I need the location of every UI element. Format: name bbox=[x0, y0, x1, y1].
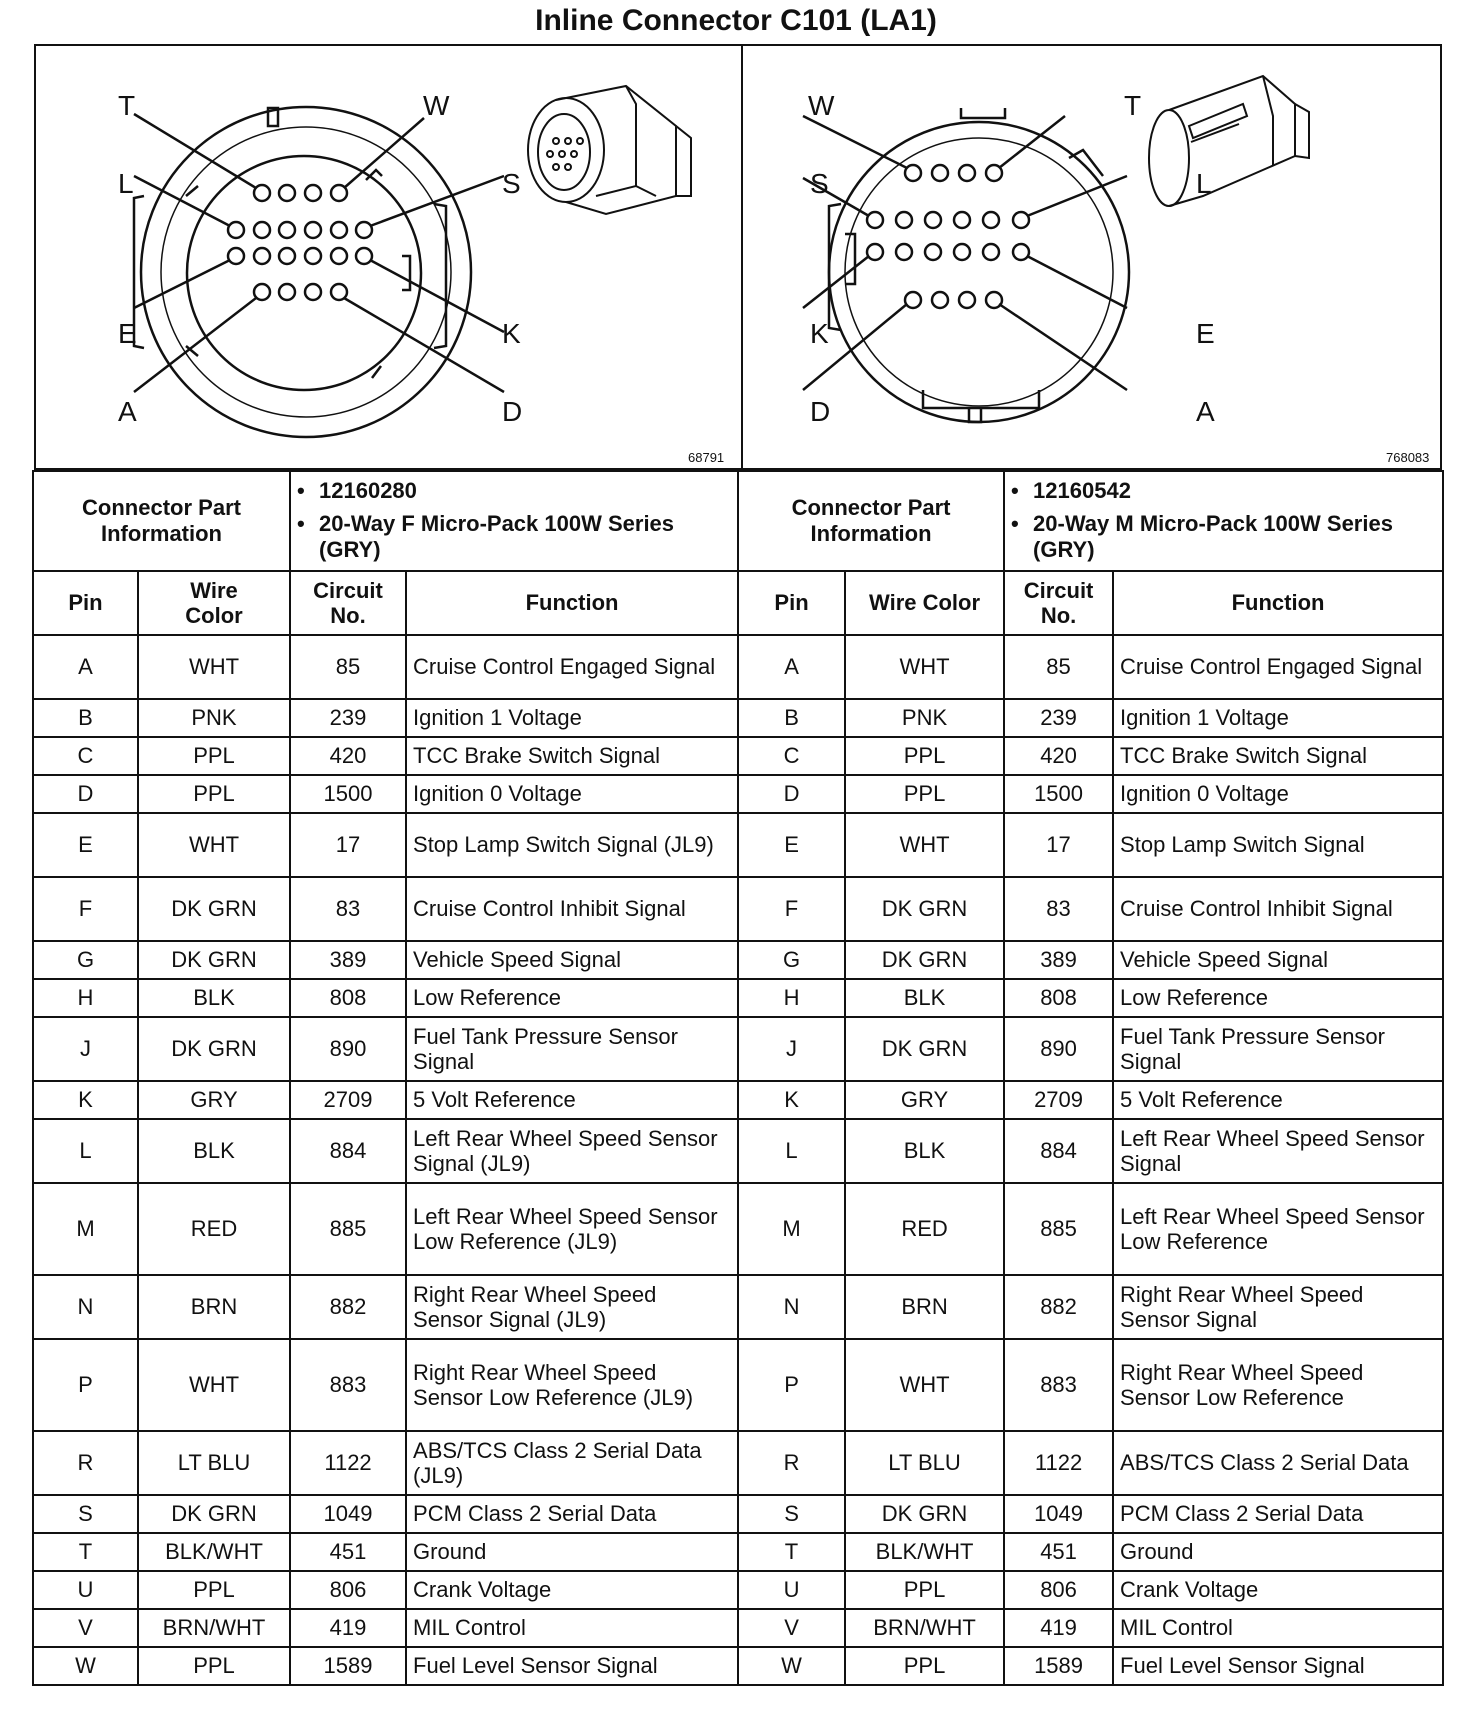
table-row bbox=[33, 775, 1443, 813]
function-cell: Fuel Level Sensor Signal bbox=[406, 1647, 738, 1685]
circuit-cell: 808 bbox=[290, 979, 406, 1017]
pin-cell-right: F bbox=[738, 877, 845, 941]
pin-cell: S bbox=[33, 1495, 138, 1533]
pin-cell-right: G bbox=[738, 941, 845, 979]
function-cell-right: Cruise Control Engaged Signal bbox=[1113, 635, 1443, 699]
pin-cell: E bbox=[33, 813, 138, 877]
table-row bbox=[33, 1495, 1443, 1533]
table-row bbox=[33, 877, 1443, 941]
circuit-cell: 806 bbox=[290, 1571, 406, 1609]
pin-cell-right: P bbox=[738, 1339, 845, 1431]
circuit-cell: 389 bbox=[290, 941, 406, 979]
function-cell: Right Rear Wheel Speed Sensor Signal (JL9) bbox=[406, 1275, 738, 1339]
col-header-pin-right: Pin bbox=[738, 571, 845, 635]
function-cell-right: MIL Control bbox=[1113, 1609, 1443, 1647]
right-label-S: S bbox=[810, 168, 829, 199]
wire-color-cell: PPL bbox=[138, 1647, 290, 1685]
circuit-cell: 1589 bbox=[290, 1647, 406, 1685]
function-cell: Stop Lamp Switch Signal (JL9) bbox=[406, 813, 738, 877]
wire-color-cell: GRY bbox=[138, 1081, 290, 1119]
function-cell-right: TCC Brake Switch Signal bbox=[1113, 737, 1443, 775]
function-cell: Ground bbox=[406, 1533, 738, 1571]
table-row bbox=[33, 1183, 1443, 1275]
left-part-description: 20-Way F Micro-Pack 100W Series (GRY) bbox=[319, 510, 675, 563]
table-row bbox=[33, 1275, 1443, 1339]
wire-color-cell: BRN/WHT bbox=[138, 1609, 290, 1647]
wire-color-cell-right: DK GRN bbox=[845, 1017, 1004, 1081]
pin-cell-right: U bbox=[738, 1571, 845, 1609]
circuit-cell: 419 bbox=[290, 1609, 406, 1647]
left-label-T: T bbox=[118, 90, 136, 121]
pin-cell-right: R bbox=[738, 1431, 845, 1495]
pin-cell: C bbox=[33, 737, 138, 775]
left-label-L: L bbox=[118, 168, 134, 199]
circuit-cell-right: 420 bbox=[1004, 737, 1113, 775]
wire-color-cell-right: PPL bbox=[845, 737, 1004, 775]
function-cell: TCC Brake Switch Signal bbox=[406, 737, 738, 775]
function-cell-right: Right Rear Wheel Speed Sensor Signal bbox=[1113, 1275, 1443, 1339]
wire-color-cell: WHT bbox=[138, 1339, 290, 1431]
pin-cell: T bbox=[33, 1533, 138, 1571]
circuit-cell-right: 882 bbox=[1004, 1275, 1113, 1339]
left-label-W: W bbox=[423, 90, 450, 121]
pin-cell: W bbox=[33, 1647, 138, 1685]
pin-cell: U bbox=[33, 1571, 138, 1609]
circuit-cell-right: 1122 bbox=[1004, 1431, 1113, 1495]
table-row bbox=[33, 699, 1443, 737]
pin-cell: G bbox=[33, 941, 138, 979]
pin-cell-right: N bbox=[738, 1275, 845, 1339]
circuit-cell-right: 419 bbox=[1004, 1609, 1113, 1647]
table-row bbox=[33, 1609, 1443, 1647]
right-figure-number: 768083 bbox=[1386, 450, 1430, 465]
function-cell: Cruise Control Inhibit Signal bbox=[406, 877, 738, 941]
function-cell-right: Ignition 1 Voltage bbox=[1113, 699, 1443, 737]
col-header-pin: Pin bbox=[33, 571, 138, 635]
wire-color-cell-right: WHT bbox=[845, 813, 1004, 877]
circuit-cell-right: 885 bbox=[1004, 1183, 1113, 1275]
wire-color-cell: BLK bbox=[138, 979, 290, 1017]
wire-color-cell: DK GRN bbox=[138, 941, 290, 979]
circuit-cell-right: 884 bbox=[1004, 1119, 1113, 1183]
pin-cell: R bbox=[33, 1431, 138, 1495]
wire-color-cell-right: BRN bbox=[845, 1275, 1004, 1339]
pin-cell-right: B bbox=[738, 699, 845, 737]
circuit-cell-right: 85 bbox=[1004, 635, 1113, 699]
circuit-cell: 85 bbox=[290, 635, 406, 699]
function-cell-right: Stop Lamp Switch Signal bbox=[1113, 813, 1443, 877]
left-label-S: S bbox=[502, 168, 521, 199]
table-row bbox=[33, 813, 1443, 877]
pin-cell: V bbox=[33, 1609, 138, 1647]
function-cell: Ignition 1 Voltage bbox=[406, 699, 738, 737]
function-cell: MIL Control bbox=[406, 1609, 738, 1647]
circuit-cell-right: 83 bbox=[1004, 877, 1113, 941]
pin-cell: K bbox=[33, 1081, 138, 1119]
function-cell-right: 5 Volt Reference bbox=[1113, 1081, 1443, 1119]
page-title: Inline Connector C101 (LA1) bbox=[535, 4, 937, 37]
connector-diagrams bbox=[34, 44, 1442, 470]
pin-cell-right: C bbox=[738, 737, 845, 775]
function-cell-right: Ground bbox=[1113, 1533, 1443, 1571]
circuit-cell-right: 808 bbox=[1004, 979, 1113, 1017]
right-part-info: • 12160542 • 20-Way M Micro-Pack 100W Series (GRY) bbox=[1004, 471, 1443, 571]
left-connector-body-sketch bbox=[528, 86, 691, 214]
table-row bbox=[33, 1081, 1443, 1119]
pin-cell-right: D bbox=[738, 775, 845, 813]
wire-color-cell-right: DK GRN bbox=[845, 877, 1004, 941]
left-connector-face-diagram bbox=[36, 46, 741, 472]
circuit-cell: 2709 bbox=[290, 1081, 406, 1119]
function-cell: Left Rear Wheel Speed Sensor Low Reference (JL9) bbox=[406, 1183, 738, 1275]
right-label-D: D bbox=[810, 396, 831, 427]
wire-color-cell: BLK/WHT bbox=[138, 1533, 290, 1571]
pin-cell-right: S bbox=[738, 1495, 845, 1533]
circuit-cell: 83 bbox=[290, 877, 406, 941]
right-part-info-label: Connector Part Information bbox=[738, 471, 1004, 571]
circuit-cell: 17 bbox=[290, 813, 406, 877]
col-header-function-right: Function bbox=[1113, 571, 1443, 635]
pin-cell-right: T bbox=[738, 1533, 845, 1571]
pin-cell: P bbox=[33, 1339, 138, 1431]
function-cell: PCM Class 2 Serial Data bbox=[406, 1495, 738, 1533]
wire-color-cell: WHT bbox=[138, 813, 290, 877]
pin-cell: N bbox=[33, 1275, 138, 1339]
col-header-circuit-right: Circuit No. bbox=[1004, 571, 1113, 635]
circuit-cell: 1122 bbox=[290, 1431, 406, 1495]
table-row bbox=[33, 941, 1443, 979]
function-cell-right: Right Rear Wheel Speed Sensor Low Reference bbox=[1113, 1339, 1443, 1431]
table-row bbox=[33, 737, 1443, 775]
wire-color-cell-right: WHT bbox=[845, 635, 1004, 699]
pin-cell-right: E bbox=[738, 813, 845, 877]
function-cell-right: Low Reference bbox=[1113, 979, 1443, 1017]
table-row bbox=[33, 1533, 1443, 1571]
wire-color-cell: DK GRN bbox=[138, 1017, 290, 1081]
circuit-cell: 420 bbox=[290, 737, 406, 775]
function-cell-right: Fuel Level Sensor Signal bbox=[1113, 1647, 1443, 1685]
function-cell: Crank Voltage bbox=[406, 1571, 738, 1609]
wire-color-cell-right: WHT bbox=[845, 1339, 1004, 1431]
pin-cell-right: L bbox=[738, 1119, 845, 1183]
table-row bbox=[33, 635, 1443, 699]
right-label-A: A bbox=[1196, 396, 1215, 427]
function-cell-right: Cruise Control Inhibit Signal bbox=[1113, 877, 1443, 941]
function-cell-right: Ignition 0 Voltage bbox=[1113, 775, 1443, 813]
wire-color-cell: PNK bbox=[138, 699, 290, 737]
right-pin-grid bbox=[867, 165, 1029, 308]
wire-color-cell: WHT bbox=[138, 635, 290, 699]
right-connector-body-sketch bbox=[1149, 76, 1309, 206]
circuit-cell-right: 2709 bbox=[1004, 1081, 1113, 1119]
wire-color-cell: BRN bbox=[138, 1275, 290, 1339]
circuit-cell-right: 883 bbox=[1004, 1339, 1113, 1431]
wire-color-cell: RED bbox=[138, 1183, 290, 1275]
circuit-cell-right: 451 bbox=[1004, 1533, 1113, 1571]
col-header-wire-color-right: Wire Color bbox=[845, 571, 1004, 635]
function-cell-right: Left Rear Wheel Speed Sensor Low Reference bbox=[1113, 1183, 1443, 1275]
wire-color-cell: PPL bbox=[138, 1571, 290, 1609]
right-connector-face-diagram bbox=[743, 46, 1448, 472]
wire-color-cell-right: DK GRN bbox=[845, 1495, 1004, 1533]
pin-cell: J bbox=[33, 1017, 138, 1081]
wire-color-cell-right: DK GRN bbox=[845, 941, 1004, 979]
table-row bbox=[33, 1339, 1443, 1431]
circuit-cell-right: 1589 bbox=[1004, 1647, 1113, 1685]
function-cell: 5 Volt Reference bbox=[406, 1081, 738, 1119]
function-cell: Right Rear Wheel Speed Sensor Low Reference (JL9) bbox=[406, 1339, 738, 1431]
function-cell-right: Vehicle Speed Signal bbox=[1113, 941, 1443, 979]
function-cell-right: ABS/TCS Class 2 Serial Data bbox=[1113, 1431, 1443, 1495]
function-cell: Low Reference bbox=[406, 979, 738, 1017]
pin-cell-right: W bbox=[738, 1647, 845, 1685]
wire-color-cell-right: BRN/WHT bbox=[845, 1609, 1004, 1647]
table-row bbox=[33, 1119, 1443, 1183]
pinout-table bbox=[32, 470, 1444, 1686]
pin-cell-right: V bbox=[738, 1609, 845, 1647]
pin-cell-right: J bbox=[738, 1017, 845, 1081]
pin-cell-right: M bbox=[738, 1183, 845, 1275]
right-label-K: K bbox=[810, 318, 829, 349]
circuit-cell: 239 bbox=[290, 699, 406, 737]
circuit-cell: 1049 bbox=[290, 1495, 406, 1533]
pin-cell: B bbox=[33, 699, 138, 737]
pin-cell: D bbox=[33, 775, 138, 813]
table-row bbox=[33, 1647, 1443, 1685]
wire-color-cell-right: PNK bbox=[845, 699, 1004, 737]
function-cell: Left Rear Wheel Speed Sensor Signal (JL9) bbox=[406, 1119, 738, 1183]
wire-color-cell-right: BLK bbox=[845, 979, 1004, 1017]
left-label-A: A bbox=[118, 396, 137, 427]
circuit-cell: 890 bbox=[290, 1017, 406, 1081]
wire-color-cell-right: GRY bbox=[845, 1081, 1004, 1119]
function-cell: Fuel Tank Pressure Sensor Signal bbox=[406, 1017, 738, 1081]
right-label-W: W bbox=[808, 90, 835, 121]
wire-color-cell: PPL bbox=[138, 775, 290, 813]
wire-color-cell: BLK bbox=[138, 1119, 290, 1183]
pin-cell-right: K bbox=[738, 1081, 845, 1119]
circuit-cell-right: 806 bbox=[1004, 1571, 1113, 1609]
wire-color-cell-right: BLK bbox=[845, 1119, 1004, 1183]
function-cell-right: Fuel Tank Pressure Sensor Signal bbox=[1113, 1017, 1443, 1081]
table-row bbox=[33, 1571, 1443, 1609]
left-pin-grid bbox=[228, 185, 372, 300]
function-cell-right: Left Rear Wheel Speed Sensor Signal bbox=[1113, 1119, 1443, 1183]
wire-color-cell-right: PPL bbox=[845, 1571, 1004, 1609]
pin-cell: H bbox=[33, 979, 138, 1017]
function-cell: Cruise Control Engaged Signal bbox=[406, 635, 738, 699]
left-part-info-label: Connector Part Information bbox=[33, 471, 290, 571]
col-header-function: Function bbox=[406, 571, 738, 635]
circuit-cell-right: 239 bbox=[1004, 699, 1113, 737]
wire-color-cell-right: LT BLU bbox=[845, 1431, 1004, 1495]
circuit-cell-right: 389 bbox=[1004, 941, 1113, 979]
pin-cell-right: A bbox=[738, 635, 845, 699]
wire-color-cell: DK GRN bbox=[138, 877, 290, 941]
wire-color-cell: PPL bbox=[138, 737, 290, 775]
right-label-T: T bbox=[1124, 90, 1142, 121]
circuit-cell-right: 17 bbox=[1004, 813, 1113, 877]
right-label-E: E bbox=[1196, 318, 1215, 349]
table-row bbox=[33, 979, 1443, 1017]
pin-cell: M bbox=[33, 1183, 138, 1275]
pin-cell: L bbox=[33, 1119, 138, 1183]
table-row bbox=[33, 1017, 1443, 1081]
wire-color-cell-right: RED bbox=[845, 1183, 1004, 1275]
wire-color-cell-right: BLK/WHT bbox=[845, 1533, 1004, 1571]
circuit-cell-right: 1049 bbox=[1004, 1495, 1113, 1533]
left-label-K: K bbox=[502, 318, 521, 349]
right-part-number: 12160542 bbox=[1033, 478, 1131, 504]
left-label-E: E bbox=[118, 318, 137, 349]
col-header-circuit: Circuit No. bbox=[290, 571, 406, 635]
wire-color-cell: LT BLU bbox=[138, 1431, 290, 1495]
wire-color-cell: DK GRN bbox=[138, 1495, 290, 1533]
function-cell-right: Crank Voltage bbox=[1113, 1571, 1443, 1609]
function-cell: ABS/TCS Class 2 Serial Data (JL9) bbox=[406, 1431, 738, 1495]
wire-color-cell-right: PPL bbox=[845, 1647, 1004, 1685]
left-part-number: 12160280 bbox=[319, 478, 417, 504]
column-header-row bbox=[33, 571, 1443, 635]
function-cell-right: PCM Class 2 Serial Data bbox=[1113, 1495, 1443, 1533]
function-cell: Vehicle Speed Signal bbox=[406, 941, 738, 979]
table-row bbox=[33, 1431, 1443, 1495]
circuit-cell: 885 bbox=[290, 1183, 406, 1275]
circuit-cell-right: 890 bbox=[1004, 1017, 1113, 1081]
left-label-D: D bbox=[502, 396, 523, 427]
circuit-cell: 884 bbox=[290, 1119, 406, 1183]
pin-cell-right: H bbox=[738, 979, 845, 1017]
circuit-cell: 882 bbox=[290, 1275, 406, 1339]
col-header-wire-color: Wire Color bbox=[138, 571, 290, 635]
pin-cell: F bbox=[33, 877, 138, 941]
right-label-L: L bbox=[1196, 168, 1212, 199]
function-cell: Ignition 0 Voltage bbox=[406, 775, 738, 813]
circuit-cell: 1500 bbox=[290, 775, 406, 813]
part-info-row bbox=[33, 471, 1443, 571]
circuit-cell: 883 bbox=[290, 1339, 406, 1431]
circuit-cell-right: 1500 bbox=[1004, 775, 1113, 813]
right-part-description: 20-Way M Micro-Pack 100W Series (GRY) bbox=[1033, 510, 1393, 563]
left-part-info: • 12160280 • 20-Way F Micro-Pack 100W Series (GRY) bbox=[290, 471, 738, 571]
wire-color-cell-right: PPL bbox=[845, 775, 1004, 813]
left-figure-number: 68791 bbox=[688, 450, 725, 465]
circuit-cell: 451 bbox=[290, 1533, 406, 1571]
pin-cell: A bbox=[33, 635, 138, 699]
